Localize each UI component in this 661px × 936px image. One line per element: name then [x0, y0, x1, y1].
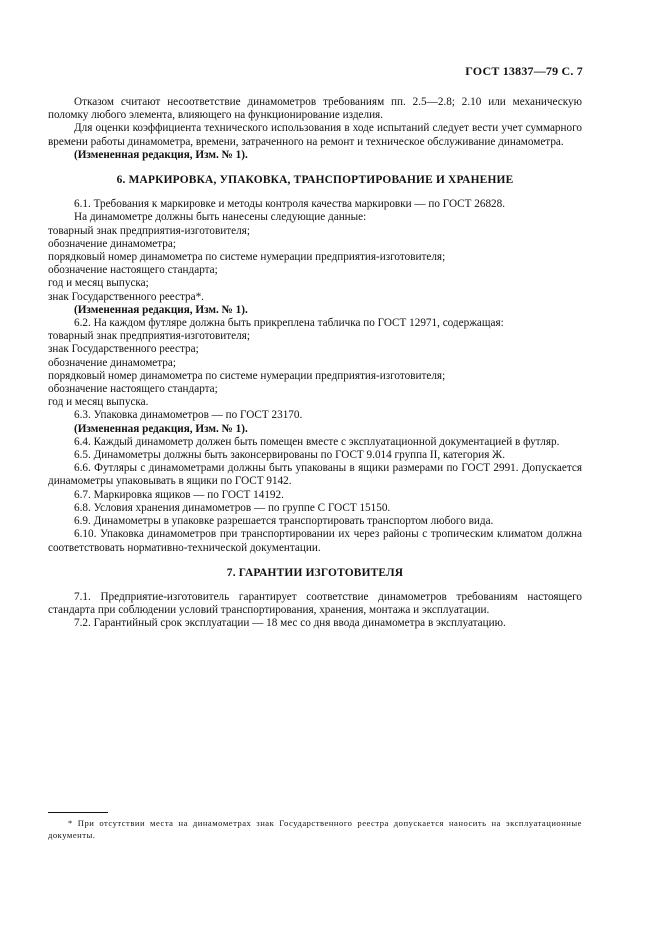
clause-6-3: 6.3. Упаковка динамометров — по ГОСТ 23170. [74, 409, 303, 422]
list-item: порядковый номер динамометра по системе нумерации предприятия-изготовителя; [48, 369, 446, 382]
clause-6-4: 6.4. Каждый динамометр должен быть помещен вместе с эксплуатационной документацией в футляр. [74, 435, 560, 448]
clause-6-8: 6.8. Условия хранения динамометров — по группе С ГОСТ 15150. [74, 501, 391, 514]
list-item: знак Государственного реестра; [48, 343, 199, 356]
section-7-title: 7. ГАРАНТИИ ИЗГОТОВИТЕЛЯ [226, 566, 404, 579]
page-header: ГОСТ 13837—79 С. 7 [465, 64, 583, 78]
document-body [48, 96, 582, 631]
edition-note: (Измененная редакция, Изм. № 1). [74, 148, 248, 161]
clause-6-9: 6.9. Динамометры в упаковке разрешается транспортировать транспортом любого вида. [74, 515, 494, 528]
clause-6-1: 6.1. Требования к маркировке и методы контроля качества маркировки — по ГОСТ 26828. [74, 198, 506, 211]
footnote-divider [48, 812, 108, 813]
edition-note: (Измененная редакция, Изм. № 1). [74, 422, 248, 435]
list-item: знак Государственного реестра*. [48, 290, 204, 303]
list-item: обозначение настоящего стандарта; [48, 383, 218, 396]
clause-7-1: 7.1. Предприятие-изготовитель гарантирует соответствие динамометров требованиям настоящего стандарта при соблюдении условий транспортирования, хранения, монтажа и эксплуатации. [48, 590, 582, 617]
list-item: обозначение динамометра; [48, 356, 176, 369]
list-item: обозначение настоящего стандарта; [48, 264, 218, 277]
clause-6-7: 6.7. Маркировка ящиков — по ГОСТ 14192. [74, 488, 284, 501]
list-item: обозначение динамометра; [48, 237, 176, 250]
list-item: товарный знак предприятия-изготовителя; [48, 330, 250, 343]
paragraph-utilization: Для оценки коэффициента технического использования в ходе испытаний следует вести учет суммарного времени работы динамометра, времени, затраченного на ремонт и техническое обслуживание динамометра. [48, 122, 582, 148]
section-6-title: 6. МАРКИРОВКА, УПАКОВКА, ТРАНСПОРТИРОВАНИЕ И ХРАНЕНИЕ [116, 174, 514, 187]
list-item: порядковый номер динамометра по системе нумерации предприятия-изготовителя; [48, 251, 446, 264]
list-item: товарный знак предприятия-изготовителя; [48, 224, 250, 237]
clause-6-1-sub: На динамометре должны быть нанесены следующие данные: [74, 211, 367, 224]
clause-6-6: 6.6. Футляры с динамометрами должны быть упакованы в ящики размерами по ГОСТ 2991. Допускается динамометры упаковывать в ящики по ГОСТ 9142. [48, 462, 582, 488]
clause-6-2: 6.2. На каждом футляре должна быть прикреплена табличка по ГОСТ 12971, содержащая: [74, 317, 504, 330]
clause-6-5: 6.5. Динамометры должны быть законсервированы по ГОСТ 9.014 группа II, категория Ж. [74, 449, 505, 462]
list-item: год и месяц выпуска. [48, 396, 149, 409]
clause-6-10: 6.10. Упаковка динамометров при транспортировании их через районы с тропическим климатом должна соответствовать нормативно-технической документации. [48, 528, 582, 554]
list-item: год и месяц выпуска; [48, 277, 149, 290]
paragraph-failure: Отказом считают несоответствие динамометров требованиям пп. 2.5—2.8; 2.10 или механическую поломку любого элемента, влияющего на функционирование изделия. [48, 96, 582, 122]
footnote: * При отсутствии места на динамометрах знак Государственного реестра допускается наносить на эксплуатационные документы. [48, 818, 582, 841]
clause-7-2: 7.2. Гарантийный срок эксплуатации — 18 мес со дня ввода динамометра в эксплуатацию. [74, 617, 506, 630]
edition-note: (Измененная редакция, Изм. № 1). [74, 303, 248, 316]
